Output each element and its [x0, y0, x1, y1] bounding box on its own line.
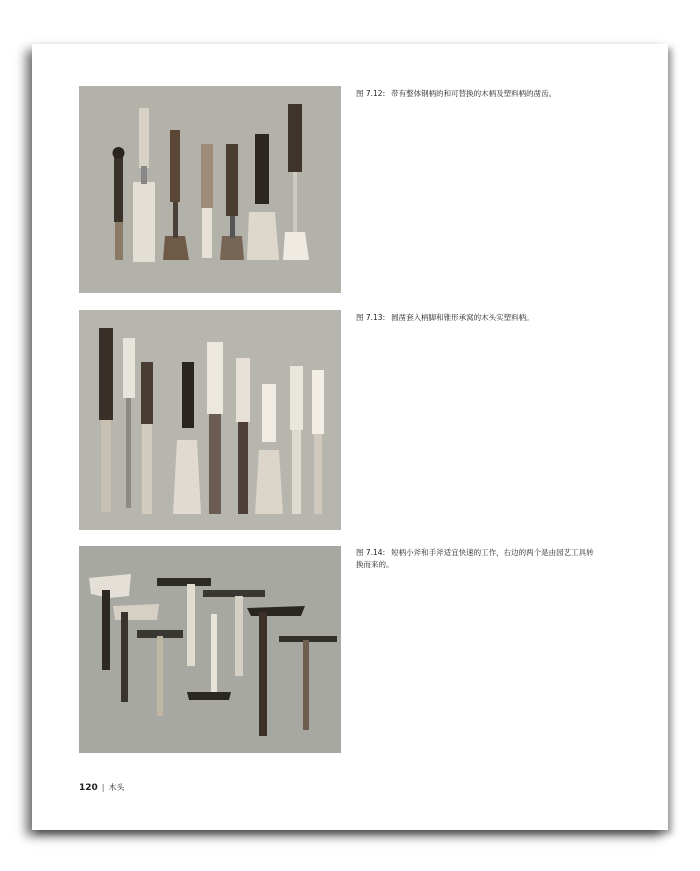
- figure-number: 图 7.12:: [356, 89, 386, 98]
- figure-number: 图 7.14:: [356, 548, 386, 557]
- figure-caption-text: 短柄小斧和手斧适宜快速的工作，右边的两个是由园艺工具转换而来的。: [356, 548, 594, 569]
- figure-caption-text: 带有整体钢柄的和可替换的木柄及塑料柄的凿齿。: [391, 89, 557, 98]
- hatchet-photo: [79, 546, 341, 753]
- hatchet-illustration: [79, 546, 341, 753]
- book-page: [32, 44, 668, 830]
- figure-caption-7-12: [356, 88, 596, 100]
- figure-caption-7-14: [356, 547, 596, 571]
- gouge-illustration: [79, 310, 341, 530]
- page-number: 120: [79, 783, 98, 793]
- section-title: 木头: [108, 783, 125, 792]
- figure-caption-7-13: [356, 312, 596, 324]
- gouge-photo: [79, 310, 341, 530]
- page-footer: [79, 782, 125, 793]
- figure-caption-text: 圆凿套入柄脚和锥形承窝的木头实塑料柄。: [391, 313, 534, 322]
- figure-number: 图 7.13:: [356, 313, 386, 322]
- chisel-illustration: [79, 86, 341, 293]
- chisel-photo: [79, 86, 341, 293]
- footer-separator: |: [101, 783, 105, 792]
